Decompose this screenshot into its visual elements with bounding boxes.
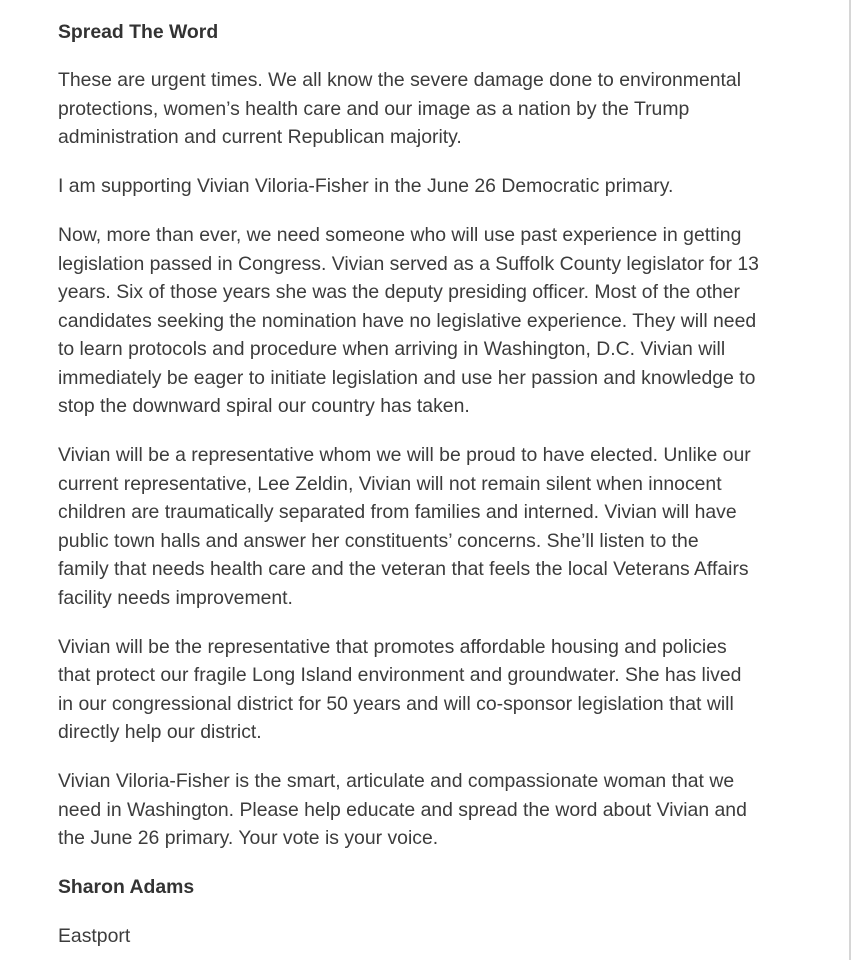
- paragraph-experience: Now, more than ever, we need someone who will use past experience in getting legislation passed in Congress. Vivian served as a Suffolk County legislator for 13 years. Six of those years she was the deputy presiding officer. Most of the other candidates seeking the nomination have no legislative experience. They will need to learn protocols and procedure when arriving in Washington, D.C. Vivian will immediately be eager to initiate legislation and use her passion and knowledge to stop the downward spiral our country has taken.: [58, 224, 759, 417]
- letter-title: Spread The Word: [58, 21, 219, 43]
- paragraph-urgent-times: These are urgent times. We all know the severe damage done to environmental protections, women’s health care and our image as a nation by the Trump administration and current Republican majority.: [58, 69, 741, 148]
- paragraph-housing: Vivian will be the representative that promotes affordable housing and policies that protect our fragile Long Island environment and groundwater. She has lived in our congressional district for 50 years and will co-sponsor legislation that will directly help our district.: [58, 635, 742, 743]
- paragraph-representative: Vivian will be a representative whom we will be proud to have elected. Unlike our current representative, Lee Zeldin, Vivian will not remain silent when innocent children are traumatically separated from families and interned. Vivian will have public town halls and answer her constituents’ concerns. She’ll listen to the family that needs health care and the veteran that feels the local Veterans Affairs facility needs improvement.: [58, 444, 751, 609]
- letter-to-editor: [58, 18, 828, 950]
- paragraph-closing: Vivian Viloria-Fisher is the smart, articulate and compassionate woman that we need in Washington. Please help educate and spread the word about Vivian and the June 26 primary. Your vote is your voice.: [58, 770, 747, 849]
- author-name: Sharon Adams: [58, 876, 195, 898]
- author-location: Eastport: [58, 924, 131, 947]
- paragraph-supporting: I am supporting Vivian Viloria-Fisher in the June 26 Democratic primary.: [58, 175, 674, 197]
